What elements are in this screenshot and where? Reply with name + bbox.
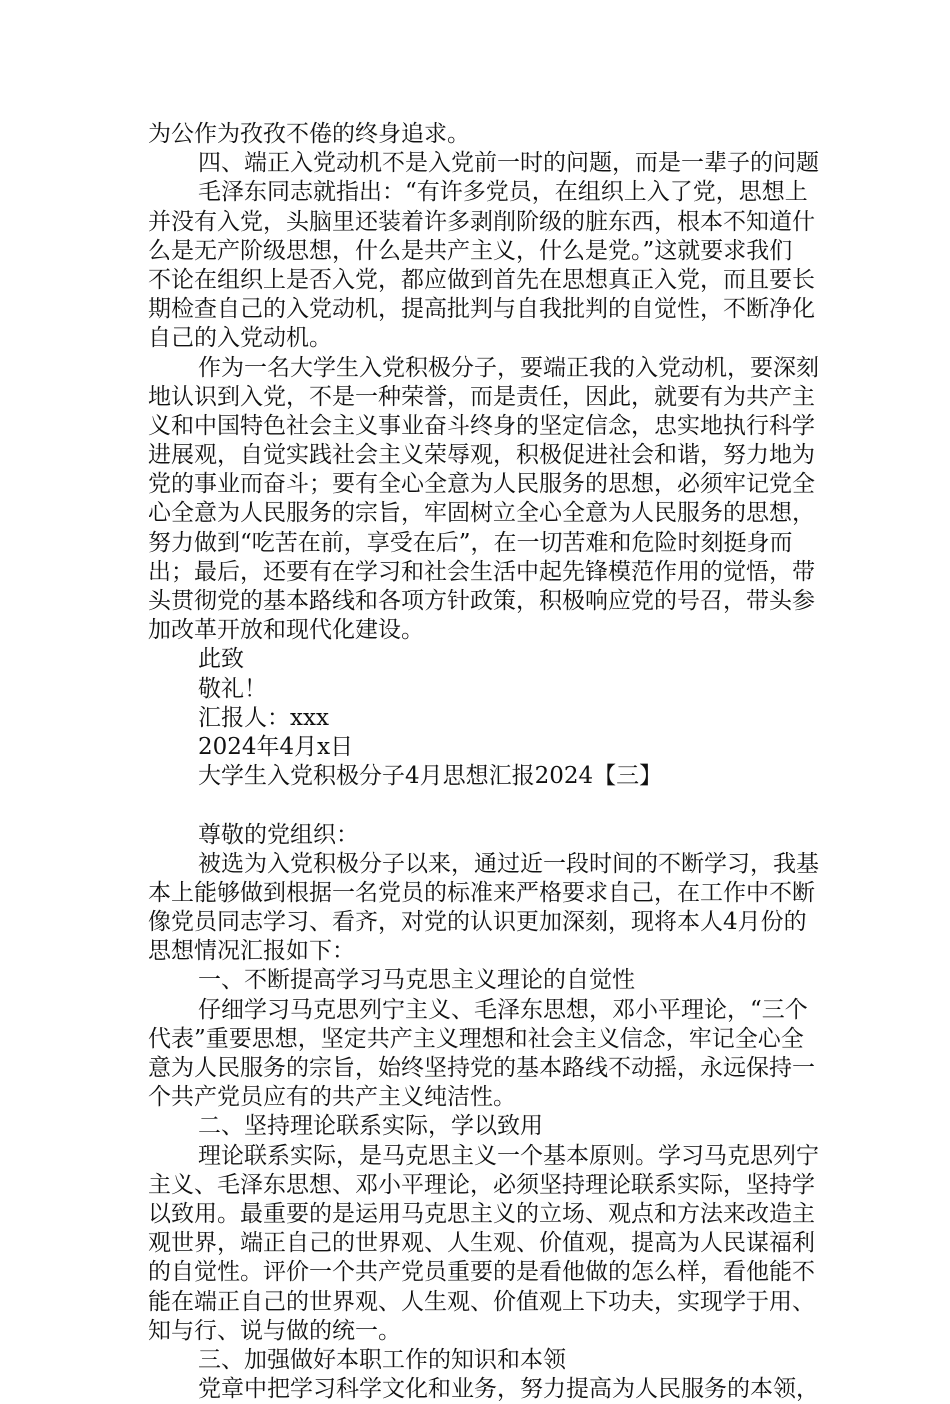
document-line: 四、端正入党动机不是入党前一时的问题，而是一辈子的问题 <box>198 150 819 177</box>
document-line: 能在端正自己的世界观、人生观、价值观上下功夫，实现学于用、 <box>148 1288 815 1315</box>
document-line: 地认识到入党，不是一种荣誉，而是责任，因此，就要有为共产主 <box>148 383 815 410</box>
document-line: 此致 <box>198 646 244 673</box>
document-line: 大学生入党积极分子4月思想汇报2024【三】 <box>198 763 663 790</box>
document-line <box>148 791 808 820</box>
document-line: 仔细学习马克思列宁主义、毛泽东思想，邓小平理论，“三个 <box>198 996 808 1023</box>
document-line: 期检查自己的入党动机，提高批判与自我批判的自觉性，不断净化 <box>148 296 815 323</box>
document-line: 三、加强做好本职工作的知识和本领 <box>198 1346 566 1373</box>
document-line: 进展观，自觉实践社会主义荣辱观，积极促进社会和谐，努力地为 <box>148 442 815 469</box>
document-line: 义和中国特色社会主义事业奋斗终身的坚定信念，忠实地执行科学 <box>148 412 815 439</box>
document-line: 尊敬的党组织： <box>198 821 359 848</box>
document-line: 代表”重要思想，坚定共产主义理想和社会主义信念，牢记全心全 <box>148 1025 804 1052</box>
document-line: 不论在组织上是否入党，都应做到首先在思想真正入党，而且要长 <box>148 266 815 293</box>
document-line: 作为一名大学生入党积极分子，要端正我的入党动机，要深刻 <box>198 354 819 381</box>
document-line: 个共产党员应有的共产主义纯洁性。 <box>148 1084 516 1111</box>
document-line: 主义、毛泽东思想、邓小平理论，必须坚持理论联系实际，坚持学 <box>148 1171 815 1198</box>
document-line: 像党员同志学习、看齐，对党的认识更加深刻，现将本人4月份的 <box>148 909 807 936</box>
document-line: 党章中把学习科学文化和业务，努力提高为人民服务的本领， <box>198 1376 819 1403</box>
document-line: 自己的入党动机。 <box>148 325 332 352</box>
document-line: 理论联系实际，是马克思主义一个基本原则。学习马克思列宁 <box>198 1142 819 1169</box>
document-line: 本上能够做到根据一名党员的标准来严格要求自己，在工作中不断 <box>148 879 815 906</box>
document-line: 党的事业而奋斗；要有全心全意为人民服务的思想，必须牢记党全 <box>148 471 815 498</box>
document-line: 心全意为人民服务的宗旨，牢固树立全心全意为人民服务的思想， <box>148 500 815 527</box>
document-line: 意为人民服务的宗旨，始终坚持党的基本路线不动摇，永远保持一 <box>148 1055 815 1081</box>
document-line: 并没有入党，头脑里还装着许多剥削阶级的脏东西，根本不知道什 <box>148 208 815 235</box>
document-body <box>148 120 819 1404</box>
document-line: 知与行、说与做的统一。 <box>148 1317 401 1344</box>
document-line: 一、不断提高学习马克思主义理论的自觉性 <box>198 967 635 994</box>
document-line: 汇报人：xxx <box>198 704 329 731</box>
document-line: 加改革开放和现代化建设。 <box>148 617 424 644</box>
document-line: 毛泽东同志就指出：“有许多党员，在组织上入了党，思想上 <box>198 179 808 206</box>
document-line: 出；最后，还要有在学习和社会生活中起先锋模范作用的觉悟，带 <box>148 558 815 585</box>
document-line: 的自觉性。评价一个共产党员重要的是看他做的怎么样，看他能不 <box>148 1259 815 1286</box>
document-line: 为公作为孜孜不倦的终身追求。 <box>148 121 470 147</box>
document-line: 思想情况汇报如下： <box>148 938 355 965</box>
document-line: 头贯彻党的基本路线和各项方针政策，积极响应党的号召，带头参 <box>148 588 815 614</box>
document-line: 努力做到“吃苦在前，享受在后”，在一切苦难和危险时刻挺身而 <box>148 529 793 556</box>
document-line: 敬礼！ <box>198 675 267 702</box>
document-line: 2024年4月x日 <box>198 733 354 760</box>
document-line: 二、坚持理论联系实际，学以致用 <box>198 1113 543 1140</box>
document-line: 么是无产阶级思想，什么是共产主义，什么是党。”这就要求我们 <box>148 237 793 264</box>
document-line: 被选为入党积极分子以来，通过近一段时间的不断学习，我基 <box>198 850 819 877</box>
document-line: 以致用。最重要的是运用马克思主义的立场、观点和方法来改造主 <box>148 1200 815 1227</box>
document-line: 观世界，端正自己的世界观、人生观、价值观，提高为人民谋福利 <box>148 1230 815 1257</box>
